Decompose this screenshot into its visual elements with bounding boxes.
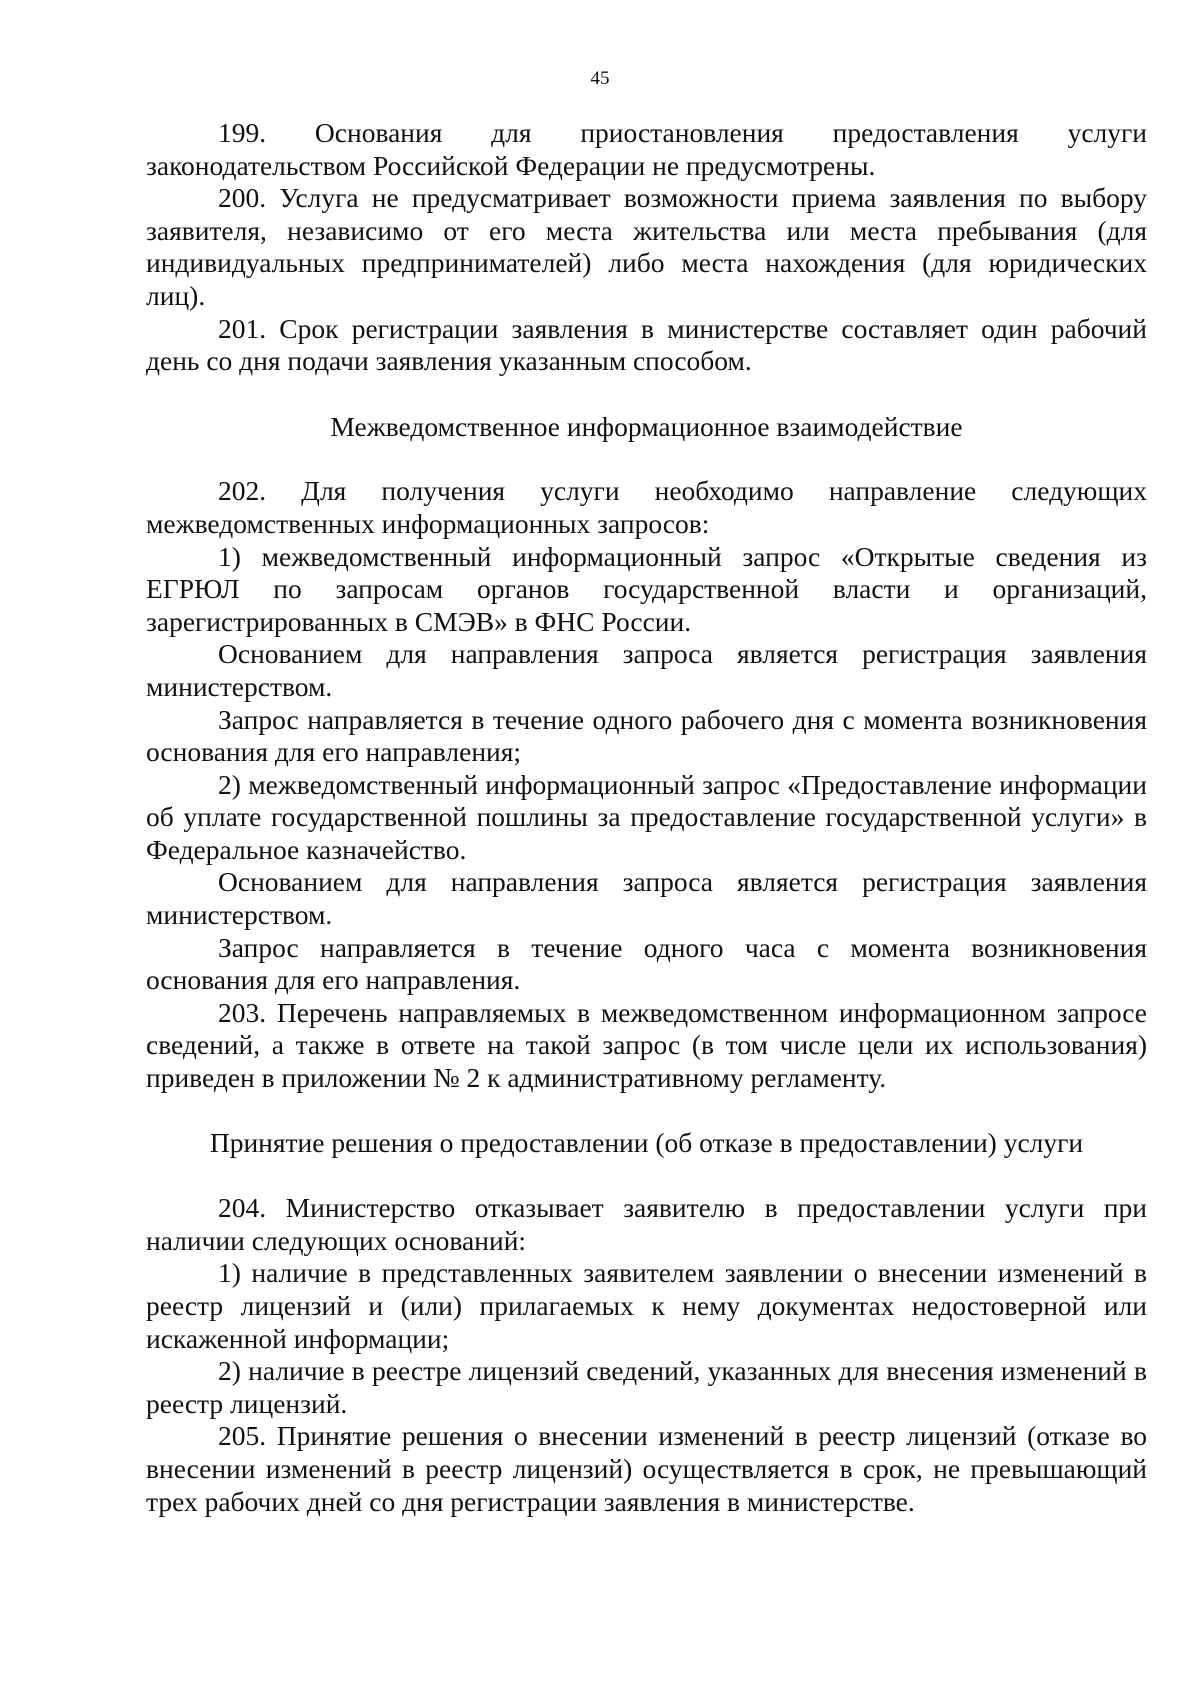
paragraph-202-item-2: 2) межведомственный информационный запрос «Предоставление информации об уплате государственной пошлины за предоставление государственной услуги» в Федеральное казначейство. xyxy=(146,768,1147,865)
paragraph-199: 199. Основания для приостановления предоставления услуги законодательством Российской Федерации не предусмотрены. xyxy=(146,117,1147,181)
paragraph-202-item-1: 1) межведомственный информационный запрос «Открытые сведения из ЕГРЮЛ по запросам органов государственной власти и организаций, зарегистрированных в СМЭВ» в ФНС России. xyxy=(146,540,1147,637)
paragraph-202: 202. Для получения услуги необходимо направление следующих межведомственных информационных запросов: xyxy=(146,475,1147,539)
section-heading-interagency: Межведомственное информационное взаимодействие xyxy=(330,410,963,442)
document-body xyxy=(146,117,1147,1518)
paragraph-202-item-2-basis: Основанием для направления запроса является регистрация заявления министерством. xyxy=(146,866,1147,931)
paragraph-202-item-1-basis: Основанием для направления запроса является регистрация заявления министерством. xyxy=(146,638,1147,702)
paragraph-204-item-2: 2) наличие в реестре лицензий сведений, указанных для внесения изменений в реестр лицензий. xyxy=(146,1355,1147,1419)
page-number: 45 xyxy=(590,68,610,89)
paragraph-205: 205. Принятие решения о внесении изменений в реестр лицензий (отказе во внесении изменений в реестр лицензий) осуществляется в срок, не превышающий трех рабочих дней со дня регистрации заявления в министерстве. xyxy=(146,1420,1147,1517)
paragraph-203: 203. Перечень направляемых в межведомственном информационном запросе сведений, а также в ответе на такой запрос (в том числе цели их использования) приведен в приложении № 2 к административному регламенту. xyxy=(146,996,1147,1094)
paragraph-201: 201. Срок регистрации заявления в министерстве составляет один рабочий день со дня подачи заявления указанным способом. xyxy=(146,312,1147,377)
paragraph-200: 200. Услуга не предусматривает возможности приема заявления по выбору заявителя, независимо от его места жительства или места пребывания (для индивидуальных предпринимателей) либо места нахождения (для юридических лиц). xyxy=(146,182,1147,311)
section-heading-decision: Принятие решения о предоставлении (об отказе в предоставлении) услуги xyxy=(209,1126,1084,1158)
paragraph-202-item-2-term: Запрос направляется в течение одного часа с момента возникновения основания для его направления. xyxy=(146,931,1147,996)
paragraph-204: 204. Министерство отказывает заявителю в предоставлении услуги при наличии следующих оснований: xyxy=(146,1192,1147,1256)
paragraph-204-item-1: 1) наличие в представленных заявителем заявлении о внесении изменений в реестр лицензий и (или) прилагаемых к нему документах недостоверной или искаженной информации; xyxy=(146,1257,1147,1354)
paragraph-202-item-1-term: Запрос направляется в течение одного рабочего дня с момента возникновения основания для его направления; xyxy=(146,703,1147,768)
